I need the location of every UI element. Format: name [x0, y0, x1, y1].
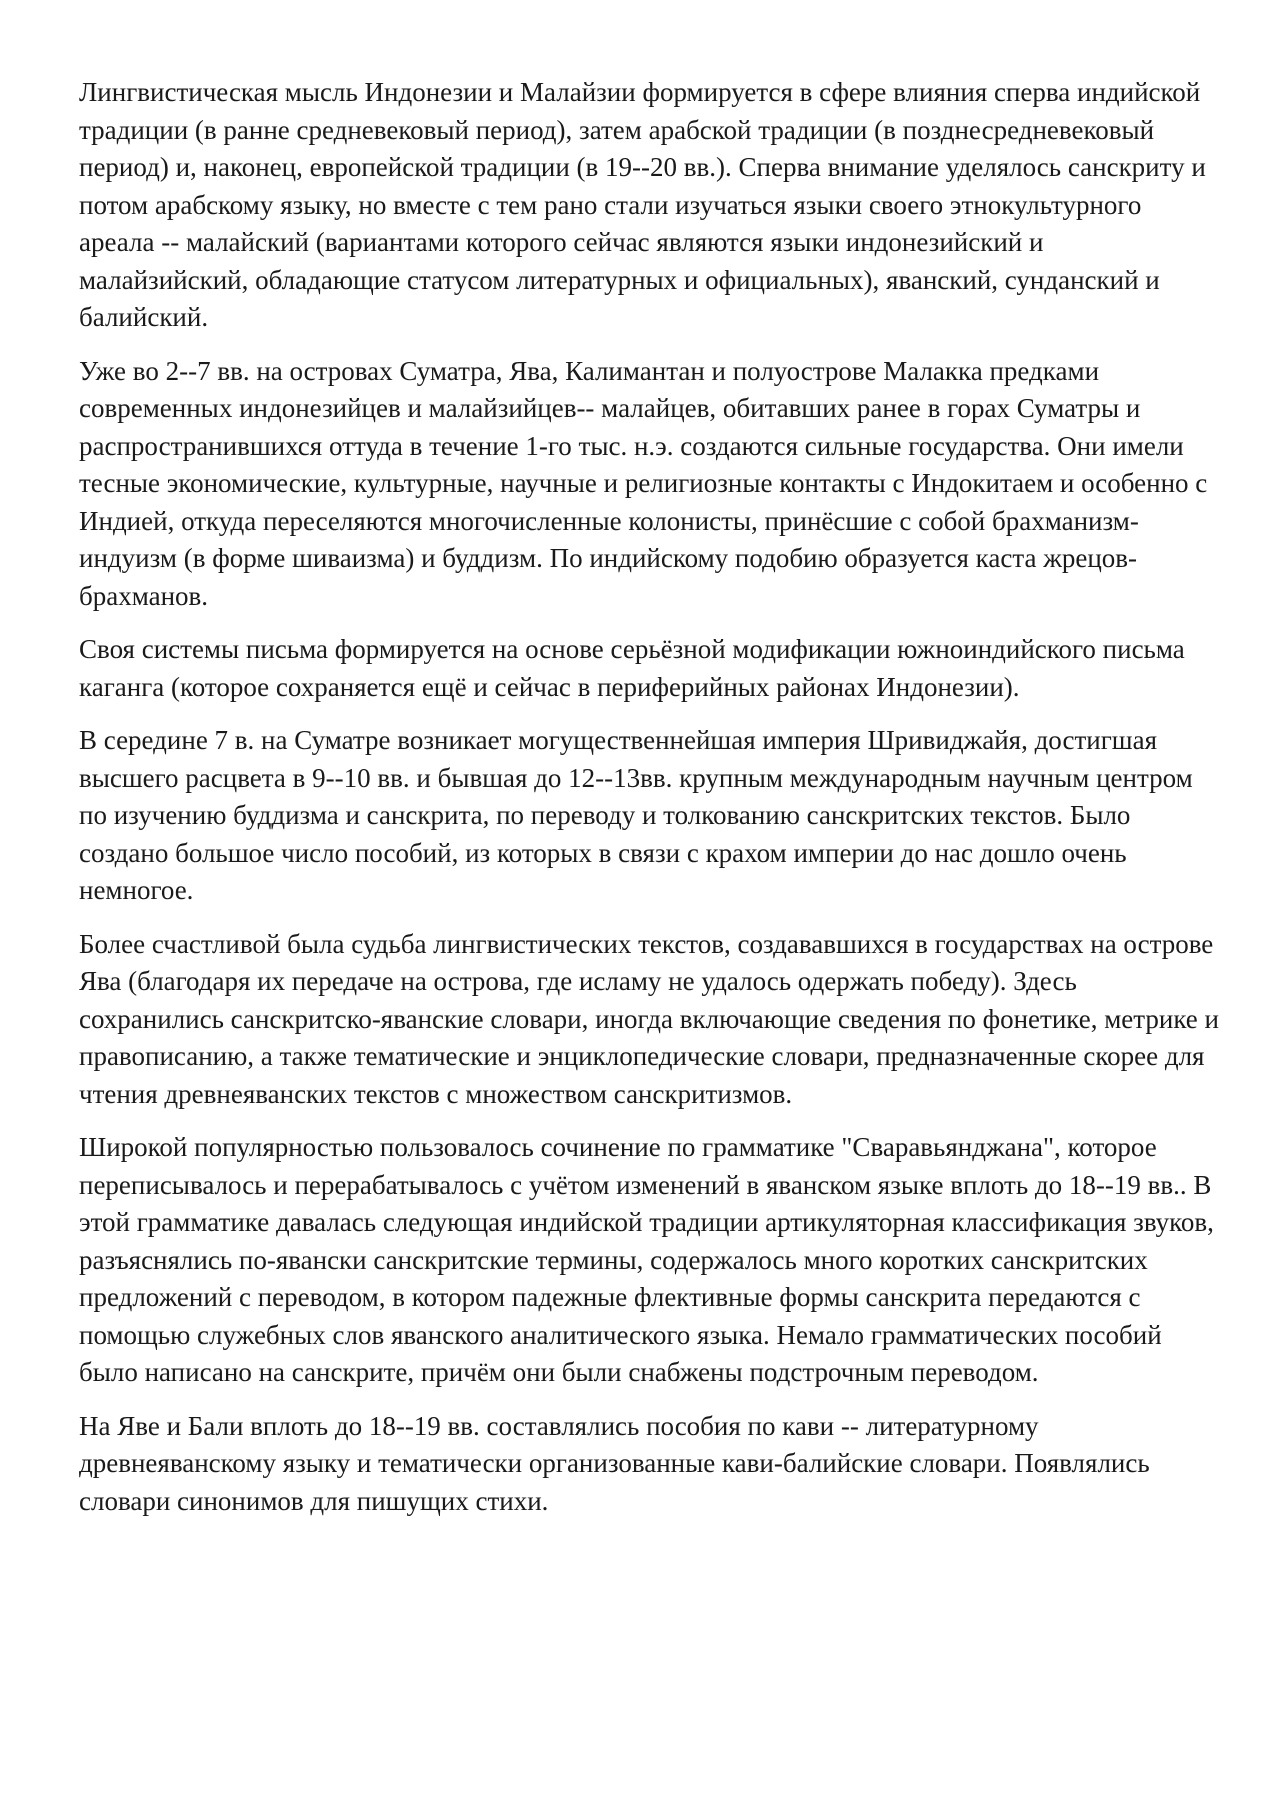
paragraph-6: Широкой популярностью пользовалось сочинение по грамматике "Сваравьянджана", которое переписывалось и перерабатывалось с учётом изменений в яванском языке вплоть до 18--19 вв.. В этой грамматике давалась следующая индийской традиции артикуляторная классификация звуков, разъяснялись по-явански санскритские термины, содержалось много коротких санскритских предложений с переводом, в котором падежные флективные формы санскрита передаются с помощью служебных слов яванского аналитического языка. Немало грамматических пособий было написано на санскрите, причём они были снабжены подстрочным переводом. [79, 1132, 1214, 1387]
paragraph-3: Своя системы письма формируется на основе серьёзной модификации южноиндийского письма каганга (которое сохраняется ещё и сейчас в периферийных районах Индонезии). [79, 634, 1185, 702]
paragraph-5: Более счастливой была судьба лингвистических текстов, создававшихся в государствах на острове Ява (благодаря их передаче на острова, где исламу не удалось одержать победу). Здесь сохранились санскритско-яванские словари, иногда включающие сведения по фонетике, метрике и правописанию, а также тематические и энциклопедические словари, предназначенные скорее для чтения древнеяванских текстов с множеством санскритизмов. [79, 928, 1219, 1109]
paragraph-1: Лингвистическая мысль Индонезии и Малайзии формируется в сфере влияния сперва индийской традиции (в ранне средневековый период), затем арабской традиции (в позднесредневековый период) и, наконец, европейской традиции (в 19--20 вв.). Сперва внимание уделялось санскриту и потом арабскому языку, но вместе с тем рано стали изучаться языки своего этнокультурного ареала -- малайский (вариантами которого сейчас являются языки индонезийский и малайзийский, обладающие статусом литературных и официальных), яванский, сунданский и балийский. [79, 77, 1206, 332]
paragraph-4: В середине 7 в. на Суматре возникает могущественнейшая империя Шривиджайя, достигшая высшего расцвета в 9--10 вв. и бывшая до 12--13вв. крупным международным научным центром по изучению буддизма и санскрита, по переводу и толкованию санскритских текстов. Было создано большое число пособий, из которых в связи с крахом империи до нас дошло очень немногое. [79, 725, 1193, 905]
paragraph-7: На Яве и Бали вплоть до 18--19 вв. составлялись пособия по кави -- литературному древнеяванскому языку и тематически организованные кави-балийские словари. Появлялись словари синонимов для пишущих стихи. [79, 1410, 1150, 1516]
document-page [79, 74, 1219, 1536]
paragraph-2: Уже во 2--7 вв. на островах Суматра, Ява, Калимантан и полуострове Малакка предками современных индонезийцев и малайзийцев-- малайцев, обитавших ранее в горах Суматры и распространившихся оттуда в течение 1-го тыс. н.э. создаются сильные государства. Они имели тесные экономические, культурные, научные и религиозные контакты с Индокитаем и особенно с Индией, откуда переселяются многочисленные колонисты, принёсшие с собой брахманизм-индуизм (в форме шиваизма) и буддизм. По индийскому подобию образуется каста жрецов-брахманов. [79, 355, 1208, 611]
